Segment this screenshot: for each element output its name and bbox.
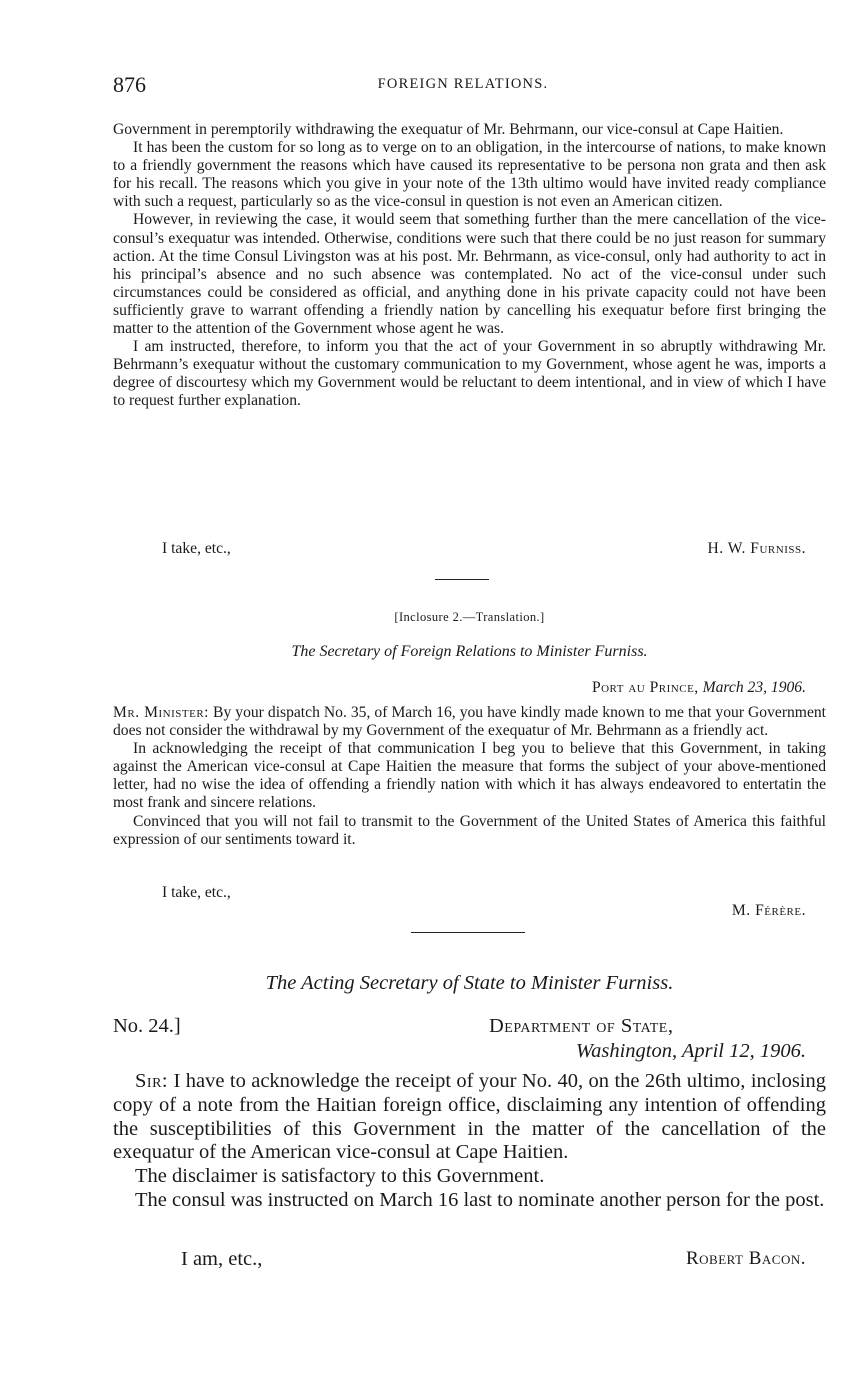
inclosure-heading: The Secretary of Foreign Relations to Minister Furniss. [291, 643, 648, 660]
letter-paragraph [113, 1070, 826, 1165]
salutation: Sir: [135, 1070, 169, 1092]
dateline: Washington, April 12, 1906. [575, 1040, 806, 1062]
letter-signature: M. Férère. [731, 902, 806, 919]
letter-paragraph [113, 704, 826, 740]
salutation: Mr. Minister: [113, 704, 209, 721]
letter-closing: I take, etc., [162, 540, 231, 557]
letter-paragraph: I am instructed, therefore, to inform you that the act of your Government in so abruptly withdrawing Mr. Behrmann’s exequatur without the customary communication to my Government, whose agent he was, imports a degree of discourtesy which my Government would be reluctant to deem intentional, and in view of which I have to request further explanation. [113, 338, 826, 410]
letter-body [113, 121, 826, 411]
salutation-text: I have to acknowledge the receipt of your No. 40, on the 26th ultimo, inclosing copy of a note from the Haitian foreign office, disclaiming any intention of offending the susceptibilities of this Government in the matter of the cancellation of the exequatur of the American vice-consul at Cape Haitien. [113, 1070, 826, 1164]
dispatch-number: No. 24.] [113, 1015, 181, 1037]
letter-paragraph: Convinced that you will not fail to transmit to the Government of the United States of America this faithful expression of our sentiments toward it. [113, 812, 826, 848]
dateline [592, 679, 806, 697]
inclosure-body [113, 704, 826, 849]
running-title: FOREIGN RELATIONS. [377, 76, 549, 92]
department-name: Department of State, [489, 1015, 674, 1037]
letter-paragraph: It has been the custom for so long as to verge on to an obligation, in the intercourse of nations, to make known to a friendly government the reasons which have caused its representative to be persona non grata and then ask for his recall. The reasons which you give in your note of the 13th ultimo would have invited ready compliance with such a request, particularly so as the vice-consul in question is not even an American citizen. [113, 139, 826, 211]
letter-paragraph: In acknowledging the receipt of that communication I beg you to believe that this Government, in taking against the American vice-consul at Cape Haitien the measure that forms the subject of your above-mentioned letter, had no wise the idea of offending a friendly nation with which it has always endeavored to entertatin the most frank and sincere relations. [113, 740, 826, 812]
dateline-date: March 23, 1906. [702, 679, 806, 696]
letter-body [113, 1070, 826, 1213]
letter-paragraph: Government in peremptorily withdrawing the exequatur of Mr. Behrmann, our vice-consul at Cape Haitien. [113, 121, 784, 138]
dateline-place: Port au Prince, [591, 679, 699, 696]
letter-heading: The Acting Secretary of State to Minister Furniss. [265, 972, 674, 994]
page-number: 876 [113, 72, 146, 97]
running-header [113, 72, 813, 98]
section-divider [435, 579, 489, 580]
letter-paragraph: The disclaimer is satisfactory to this Government. [135, 1165, 545, 1188]
letter-signature: H. W. Furniss. [707, 540, 806, 557]
letter-closing: I am, etc., [181, 1248, 263, 1270]
inclosure-label: [Inclosure 2.—Translation.] [394, 610, 545, 624]
section-divider [411, 932, 525, 933]
letter-signature: Robert Bacon. [685, 1248, 806, 1269]
letter-closing: I take, etc., [162, 884, 231, 901]
letter-paragraph: However, in reviewing the case, it would seem that something further than the mere cancellation of the vice-consul’s exequatur was intended. Otherwise, conditions were such that there could be no just reason for summary action. At the time Consul Livingston was at his post. Mr. Behrmann, as vice-consul, only had authority to act in his principal’s absence and no such absence was contemplated. No act of the vice-consul under such circumstances could be considered as official, and anything done in his private capacity could not have been sufficiently grave to warrant offending a friendly nation by cancelling his exequatur before first bringing the matter to the attention of the Government whose agent he was. [113, 211, 826, 338]
salutation-text: By your dispatch No. 35, of March 16, you have kindly made known to me that your Government does not consider the withdrawal by my Government of the exequatur of Mr. Behrmann as a friendly act. [113, 704, 826, 740]
letter-paragraph: The consul was instructed on March 16 last to nominate another person for the post. [135, 1188, 825, 1211]
